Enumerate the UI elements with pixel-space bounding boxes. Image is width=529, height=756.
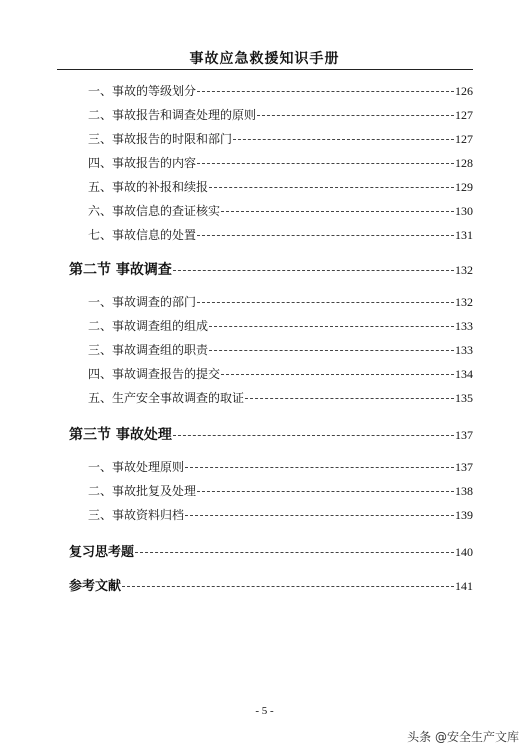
toc-page-number: 133 (455, 319, 473, 333)
toc-page-number: 137 (455, 460, 473, 474)
dot-leader (122, 586, 454, 587)
toc-page-number: 141 (455, 579, 473, 593)
toc-entry-label: 五、事故的补报和续报 (88, 180, 209, 194)
toc-entry[interactable] (0, 106, 529, 126)
toc-page-number: 131 (455, 228, 473, 242)
dot-leader (221, 374, 454, 375)
toc-section-heading[interactable] (0, 259, 529, 279)
toc-chapter-heading[interactable] (0, 575, 529, 595)
toc-section-heading[interactable] (0, 424, 529, 444)
toc-page-number: 139 (455, 508, 473, 522)
dot-leader (197, 302, 454, 303)
toc-page-number: 140 (455, 545, 473, 559)
toc-entry-label: 四、事故调查报告的提交 (88, 367, 221, 381)
toc-entry-label: 三、事故报告的时限和部门 (88, 132, 233, 146)
dot-leader (135, 552, 454, 553)
source-watermark: 头条 @安全生产文库 (407, 730, 519, 744)
header-divider (57, 69, 473, 70)
toc-page-number: 133 (455, 343, 473, 357)
toc-entry-label: 二、事故批复及处理 (88, 484, 197, 498)
dot-leader (197, 235, 454, 236)
toc-page-number: 137 (455, 428, 473, 442)
toc-entry[interactable] (0, 389, 529, 409)
toc-page-number: 135 (455, 391, 473, 405)
toc-page-number: 134 (455, 367, 473, 381)
toc-entry-label: 六、事故信息的查证核实 (88, 204, 221, 218)
toc-section-label: 第三节 事故处理 (69, 427, 172, 443)
toc-chapter-heading[interactable] (0, 541, 529, 561)
toc-entry[interactable] (0, 154, 529, 174)
dot-leader (185, 515, 454, 516)
toc-entry[interactable] (0, 506, 529, 526)
toc-entry[interactable] (0, 293, 529, 313)
toc-page-number: 127 (455, 132, 473, 146)
toc-entry[interactable] (0, 82, 529, 102)
page-title: 事故应急救援知识手册 (189, 51, 340, 67)
toc-page-number: 126 (455, 84, 473, 98)
toc-entry[interactable] (0, 341, 529, 361)
dot-leader (185, 467, 454, 468)
dot-leader (257, 115, 454, 116)
dot-leader (209, 187, 454, 188)
dot-leader (173, 270, 454, 271)
toc-chapter-label: 参考文献 (69, 579, 122, 594)
toc-entry-label: 二、事故调查组的组成 (88, 319, 209, 333)
dot-leader (233, 139, 454, 140)
toc-entry-label: 三、事故资料归档 (88, 508, 185, 522)
toc-page-number: 130 (455, 204, 473, 218)
toc-entry-label: 五、生产安全事故调查的取证 (88, 391, 245, 405)
dot-leader (245, 398, 454, 399)
toc-entry-label: 一、事故调查的部门 (88, 295, 197, 309)
dot-leader (173, 435, 454, 436)
toc-page-number: 127 (455, 108, 473, 122)
dot-leader (209, 350, 454, 351)
toc-entry-label: 二、事故报告和调查处理的原则 (88, 108, 257, 122)
page-number-footer: - 5 - (255, 705, 274, 717)
toc-entry-label: 七、事故信息的处置 (88, 228, 197, 242)
toc-entry-label: 一、事故的等级划分 (88, 84, 197, 98)
toc-page-number: 132 (455, 263, 473, 277)
toc-page-number: 128 (455, 156, 473, 170)
toc-entry-label: 一、事故处理原则 (88, 460, 185, 474)
toc-page-number: 132 (455, 295, 473, 309)
toc-entry[interactable] (0, 458, 529, 478)
toc-page-number: 129 (455, 180, 473, 194)
toc-section-label: 第二节 事故调查 (69, 262, 172, 278)
dot-leader (209, 326, 454, 327)
toc-entry[interactable] (0, 317, 529, 337)
toc-entry[interactable] (0, 130, 529, 150)
toc-entry[interactable] (0, 202, 529, 222)
toc-entry[interactable] (0, 365, 529, 385)
dot-leader (197, 163, 454, 164)
toc-entry-label: 四、事故报告的内容 (88, 156, 197, 170)
dot-leader (197, 91, 454, 92)
toc-entry[interactable] (0, 178, 529, 198)
dot-leader (221, 211, 454, 212)
toc-entry[interactable] (0, 226, 529, 246)
toc-entry-label: 三、事故调查组的职责 (88, 343, 209, 357)
dot-leader (197, 491, 454, 492)
toc-chapter-label: 复习思考题 (69, 545, 135, 560)
toc-entry[interactable] (0, 482, 529, 502)
toc-page-number: 138 (455, 484, 473, 498)
